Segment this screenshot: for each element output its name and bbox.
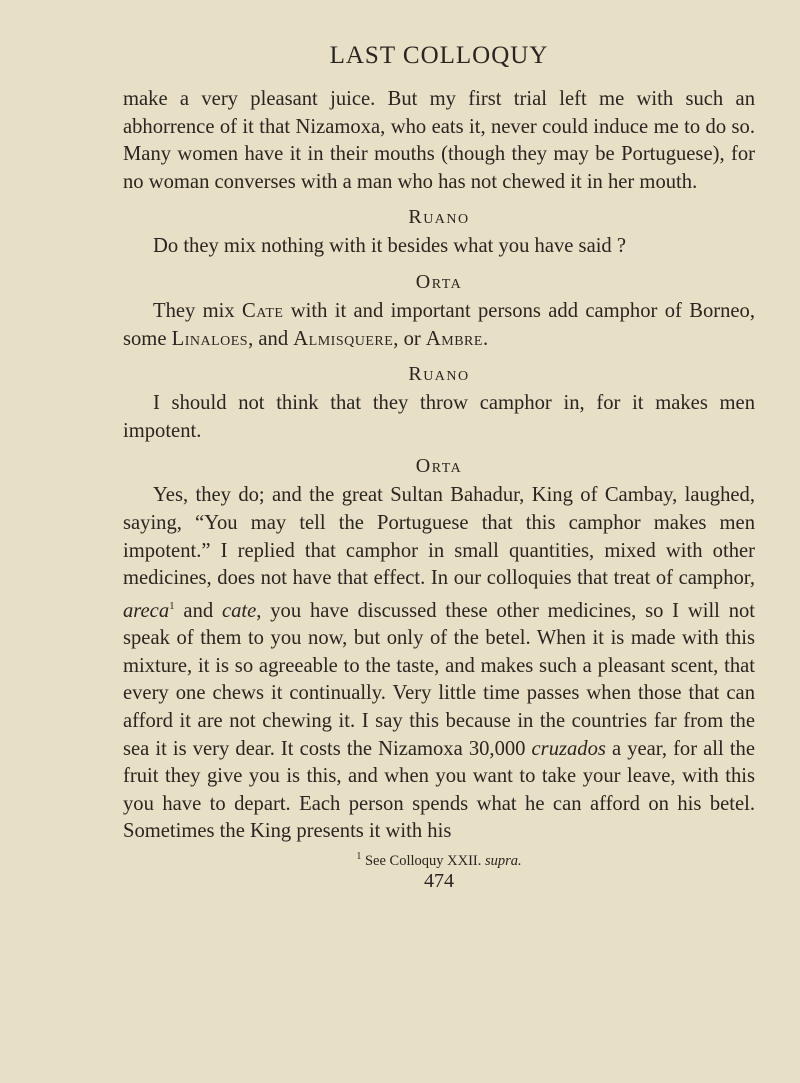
term-areca: areca [123,599,170,622]
paragraph-1: make a very pleasant juice. But my first trial left me with such an abhorrence of it that Nizamoxa, who eats it, never could induce me to do so. Many women have it in their mouths (though they may be Portuguese), for no woman converses with a man who has not chewed it in her mouth. [123,88,755,193]
term-ambre: Ambre [425,327,483,350]
footnote [123,848,755,870]
speaker-ruano-2: Ruano [408,363,470,386]
footnote-reference: 1 [169,599,175,612]
text-span: , or [393,327,426,350]
footnote-mark: 1 [356,850,362,862]
text-span: They mix [153,299,243,322]
text-span: Yes, they do; and the great Sultan Bahadur, King of Cambay, laughed, saying, “You may tell the Portuguese that this camphor makes men impotent.” I replied that camphor in small quantities, mixed with other medicines, does not have that effect. In our colloquies that treat of camphor, [123,484,755,590]
text-span: , and [248,327,294,350]
speaker-orta-2: Orta [415,455,463,478]
footnote-italic: supra. [484,852,522,869]
text-span: and [174,599,222,622]
paragraph-3 [123,298,755,353]
book-page [123,40,755,892]
term-cate-italic: cate [221,599,257,622]
paragraph-5 [123,482,755,846]
text-span: . [482,327,489,350]
term-almisquere: Almisquere [293,327,394,350]
speaker-ruano-1: Ruano [408,206,470,229]
page-number: 474 [424,869,454,892]
running-head: LAST COLLOQUY [329,42,549,69]
speaker-orta-1: Orta [415,270,463,293]
term-cruzados: cruzados [531,737,606,760]
text-span: a year, for all the fruit they give you is this, and when you want to take your leave, with this you have to depart. Each person spends what he can afford on his betel. Sometimes the King presents it with his [123,737,755,843]
paragraph-2: Do they mix nothing with it besides what you have said ? [153,235,627,258]
footnote-text: See Colloquy XXII. [361,852,485,869]
term-linaloes: Linaloes [171,327,249,350]
text-span: with it and important persons add camphor of Borneo, some [123,299,755,350]
paragraph-4: I should not think that they throw camphor in, for it makes men impotent. [123,392,755,442]
text-span: , you have discussed these other medicines, so I will not speak of them to you now, but only of the betel. When it is made with this mixture, it is so agreeable to the taste, and makes such a pleasant scent, that every one chews it continually. Very little time passes when those that can afford it are not chewing it. I say this because in the countries far from the sea it is very dear. It costs the Nizamoxa 30,000 [123,599,756,760]
term-cate: Cate [242,299,284,322]
